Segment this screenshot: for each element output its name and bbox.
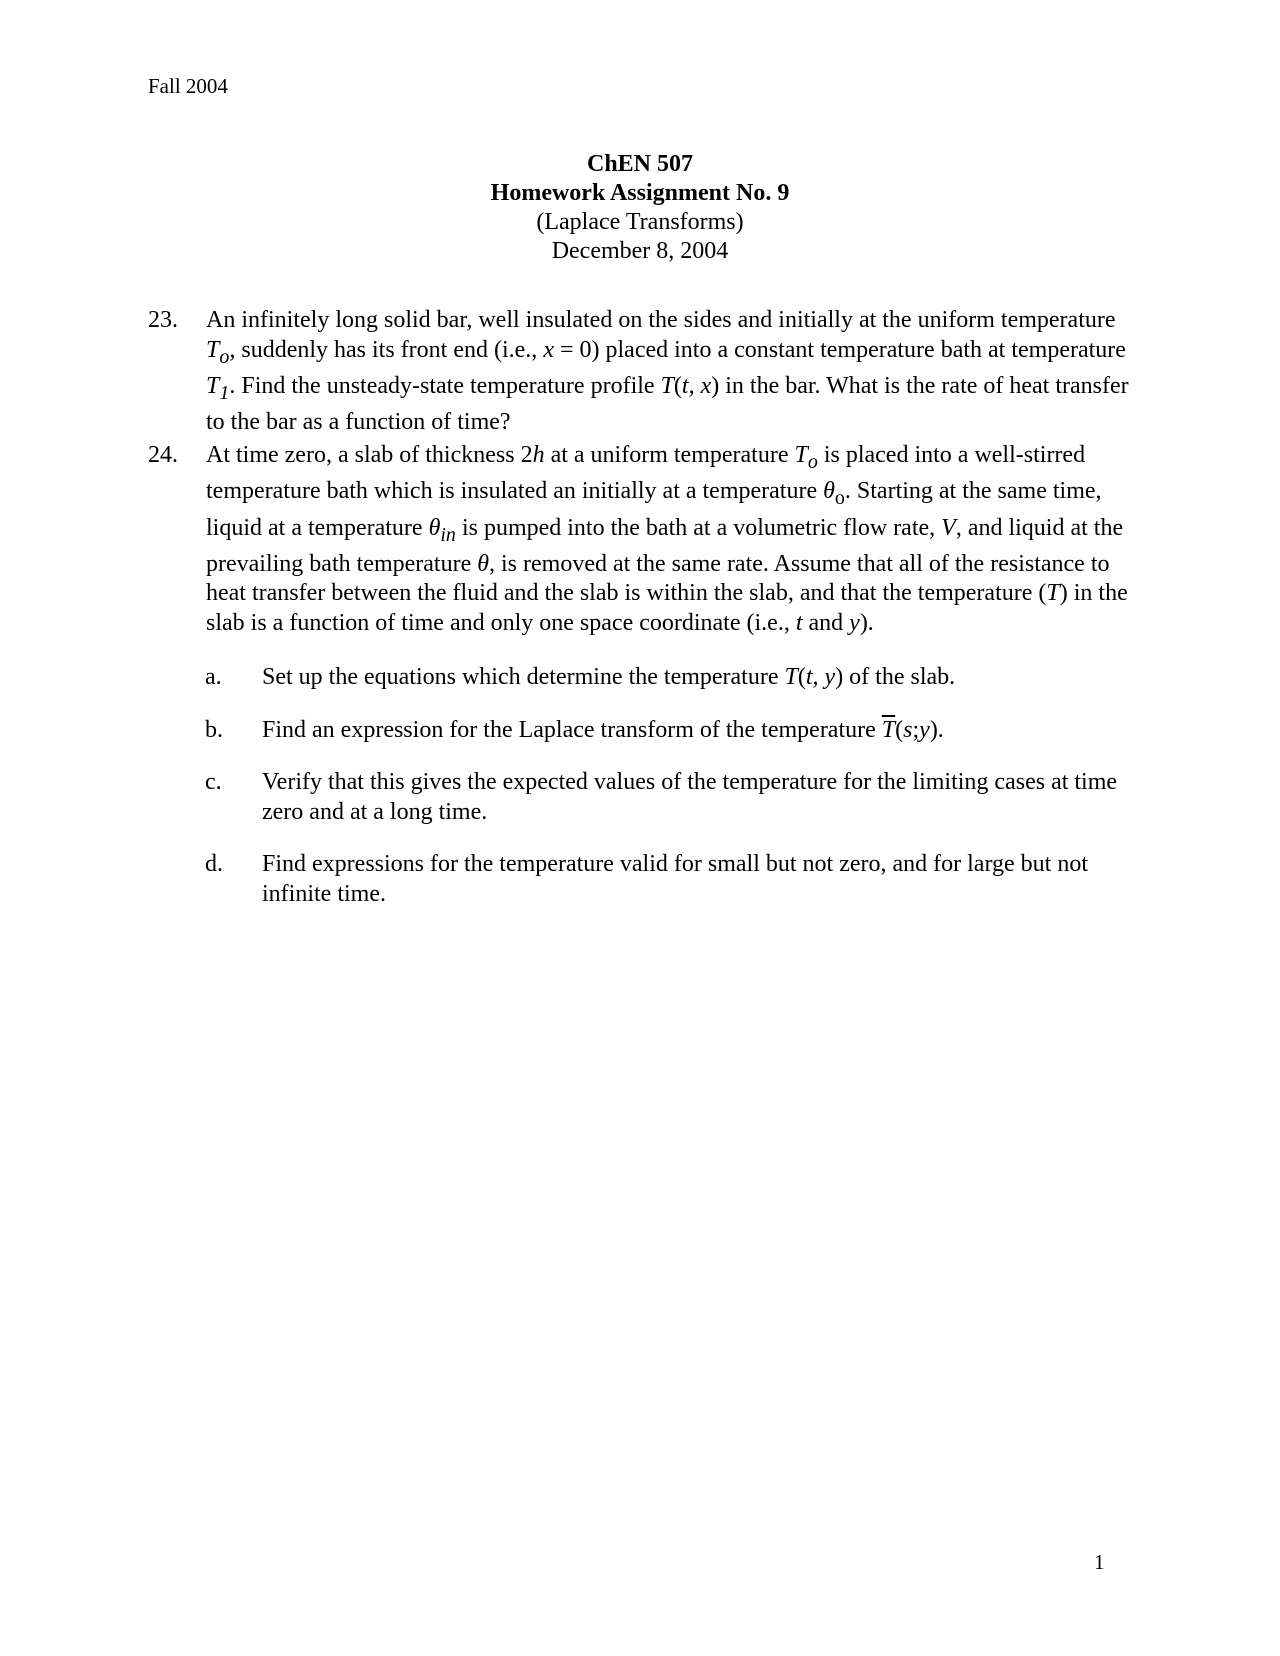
- subpart-letter: b.: [205, 716, 223, 743]
- course-title: ChEN 507: [586, 151, 694, 177]
- subpart-text: Find an expression for the Laplace transform of the temperature $\overline{T}(s;y)$.: [262, 716, 944, 743]
- subpart-a: [205, 663, 1135, 693]
- subpart-letter: a.: [205, 664, 222, 690]
- problem-number: 24.: [148, 442, 178, 468]
- assignment-date: December 8, 2004: [551, 238, 729, 264]
- subpart-b: [205, 716, 1135, 746]
- title-block: [0, 150, 1280, 266]
- term-label: Fall 2004: [148, 74, 228, 98]
- problem-text: At time zero, a slab of thickness 2h at a uniform temperature $T_o$ is placed into a well-stirred temperature bath which is insulated an initially at a temperature $\theta_o$. Starting at the same time, liquid at a temperature $\theta_{in}$ is pumped into the bath at a volumetric flow rate, V, and liquid at the prevailing bath temperature θ, is removed at the same rate. Assume that all of the resistance to heat transfer between the fluid and the slab is within the slab, and that the temperature (T) in the slab is a function of time and only one space coordinate (i.e., t and y).: [206, 442, 1128, 636]
- problem-23: [148, 306, 1138, 438]
- subpart-d: [205, 850, 1135, 909]
- assignment-topic: (Laplace Transforms): [536, 209, 744, 235]
- problem-number: 23.: [148, 307, 178, 333]
- problem-24: [148, 441, 1138, 638]
- problem-24-subparts: [205, 663, 1135, 932]
- subpart-letter: d.: [205, 851, 223, 877]
- subpart-letter: c.: [205, 769, 222, 795]
- assignment-title: Homework Assignment No. 9: [490, 180, 790, 206]
- page-number: 1: [1094, 1550, 1105, 1574]
- subpart-text: Set up the equations which determine the temperature T(t, y) of the slab.: [262, 664, 956, 690]
- problem-text: An infinitely long solid bar, well insulated on the sides and initially at the uniform temperature $T_o$, suddenly has its front end (i.e., x = 0) placed into a constant temperature bath at temperature $T_1$. Find the unsteady-state temperature profile T(t, x) in the bar. What is the rate of heat transfer to the bar as a function of time?: [206, 307, 1129, 436]
- subpart-c: [205, 768, 1135, 827]
- subpart-text: Verify that this gives the expected values of the temperature for the limiting cases at time zero and at a long time.: [262, 769, 1118, 825]
- subpart-text: Find expressions for the temperature valid for small but not zero, and for large but not infinite time.: [262, 851, 1089, 907]
